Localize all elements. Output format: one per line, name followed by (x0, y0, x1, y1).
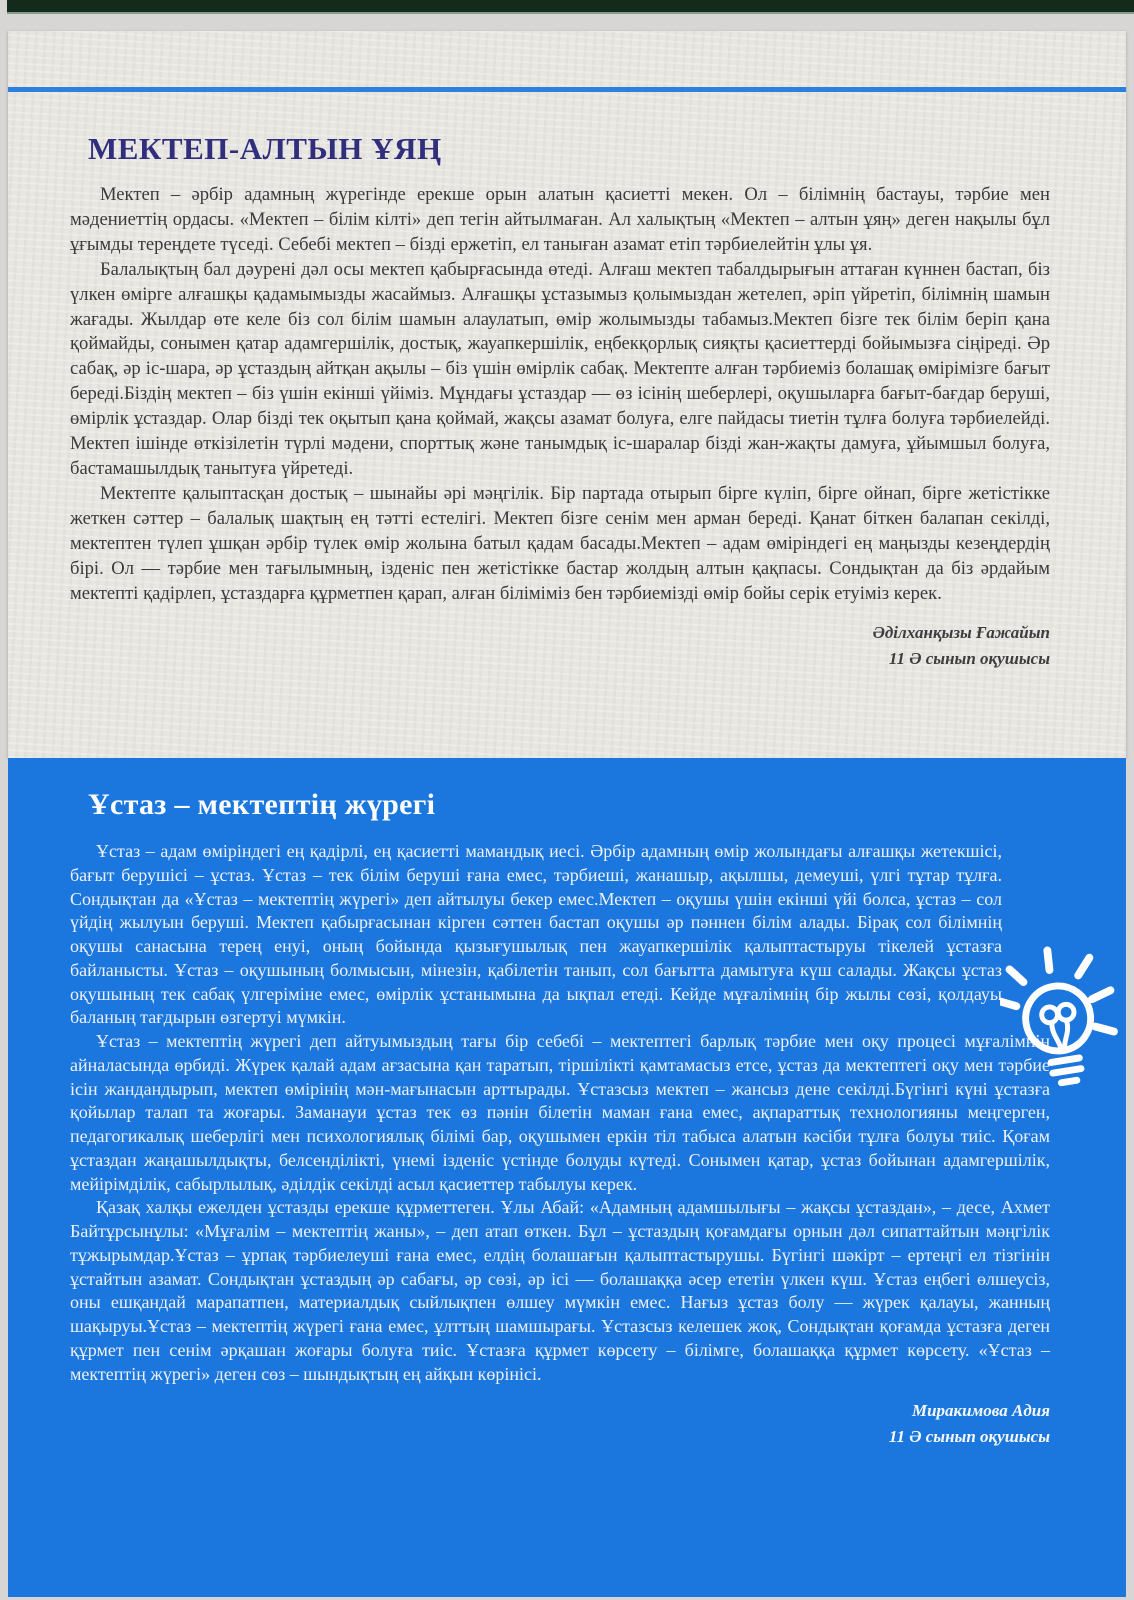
article-paragraph: Мектепте қалыптасқан достық – шынайы әрі мәңгілік. Бір партада отырып бірге күліп, бірге ойнап, бірге жетістікке жеткен сәттер – балалық шақтың ең тәтті естелігі. Мектеп бізге сенім мен арман береді. Қанат біткен балапан секілді, мектептен түлеп ұшқан әрбір түлек өмір жолына батыл қадам басады.Мектеп – адам өміріндегі ең маңызды кезеңдердің бірі. Ол — тәрбие мен тағылымның, ізденіс пен жетістікке бастар жолдың алтын қақпасы. Сондықтан да біз әрдайым мектепті қадірлеп, ұстаздарға құрметпен қарап, алған біліміміз бен тәрбиемізді өмір бойы серік етуіміз керек. (70, 482, 1050, 604)
author-class: 11 Ә сынып оқушысы (888, 1426, 1050, 1446)
article-paragraph: Балалықтың бал дәурені дәл осы мектеп қабырғасында өтеді. Алғаш мектеп табалдырығын аттаған күннен бастап, біз үлкен өмірге алғашқы қадамымызды жасаймыз. Алғашқы ұстазымыз қолымыздан жетелеп, әріп үйретіп, білімнің шамын жағады. Жылдар өте келе біз сол білім шамын алаулатып, өмір жолымызды табамыз.Мектеп бізге тек білім беріп қана қоймайды, сонымен қатар адамгершілік, достық, жауапкершілік, еңбекқорлық сияқты қасиеттерді бойымызға сіңіреді. Әр сабақ, әр іс-шара, әр ұстаздың айтқан ақылы – біз үшін өмірлік сабақ. Мектепте алған тәрбиеміз болашақ өмірімізге бағыт береді.Біздің мектеп – біз үшін екінші үйіміз. Мұндағы ұстаздар — өз ісінің шеберлері, оқушыларға бағыт-бағдар беруші, өмірлік ұстаздар. Олар бізді тек оқытып қана қоймай, жақсы азамат болуға, елге пайдасы тиетін тұлға болуға тәрбиелейді. Мектеп ішінде өткізілетін түрлі мәдени, спорттық және танымдық іс-шаралар бізді жан-жақты дамуға, ұйымшыл болуға, бастамашылдық танытуға үйретеді. (70, 258, 1050, 479)
blue-divider (8, 87, 1126, 92)
article-paragraph: Ұстаз – адам өміріндегі ең қадірлі, ең қасиетті мамандық иесі. Әрбір адамның өмір жолындағы алғашқы жетекшісі, бағыт берушісі – ұстаз. Ұстаз – тек білім беруші ғана емес, тәрбиеші, жанашыр, ақылшы, демеуші, үлгі тұтар тұлға. Сондықтан да «Ұстаз – мектептің жүрегі» деп айтылуы бекер емес.Мектеп – оқушы үшін екінші үйі болса, ұстаз – сол үйдің жылуын беруші. Мектеп қабырғасынан кірген сәттен бастап оқушы әр пәннен білім алады. Бірақ сол білімнің оқушы санасына терең енуі, оның бойында қызығушылық пен жауапкершілік қалыптастыруы тікелей ұстазға байланысты. Ұстаз – оқушының болмысын, мінезін, қабілетін танып, сол бағытта дамытуға күш салады. Жақсы ұстаз оқушының тек сабақ үлгеріміне емес, өмірлік ұстанымына да ықпал етеді. Кейде мұғалімнің бір жылы сөзі, қолдауы баланың тағдырын өзгертуі мүмкін. (70, 841, 1002, 1028)
teacher-article-section (8, 758, 1126, 1597)
author-name: Миракимова Адия (911, 1401, 1050, 1421)
top-banner (7, 0, 1134, 14)
school-article-byline (70, 620, 1050, 671)
article-paragraph: Қазақ халқы ежелден ұстазды ерекше құрметтеген. Ұлы Абай: «Адамның адамшылығы – жақсы ұстаздан», – десе, Ахмет Байтұрсынұлы: «Мұғалім – мектептің жаны», – деп атап өткен. Бұл – ұстаздың қоғамдағы орнын дәл сипаттайтын мәңгілік тұжырымдар.Ұстаз – ұрпақ тәрбиелеуші ғана емес, елдің болашағын қалыптастырушы. Бүгінгі шәкірт – ертеңгі ел тізгінін ұстайтын азамат. Сондықтан ұстаздың әр сабағы, әр сөзі, әр ісі — болашаққа әсер ететін үлкен күш. Ұстаз еңбегі өлшеусіз, оны ешқандай марапатпен, материалдық сыйлықпен өлшеу мүмкін емес. Нағыз ұстаз болу — жүрек қалауы, жанның шақыруы.Ұстаз – мектептің жүрегі ғана емес, ұлттың шамшырағы. Ұстазсыз келешек жоқ, Сондықтан қоғамда ұстазға деген құрмет пен сенім әрқашан жоғары болуға тиіс. Ұстазға құрмет көрсету – білімге, болашаққа құрмет көрсету. «Ұстаз – мектептің жүрегі» деген сөз – шындықтың ең айқын көрінісі. (70, 1197, 1050, 1384)
article-paragraph: Мектеп – әрбір адамның жүрегінде ерекше орын алатын қасиетті мекен. Ол – білімнің бастауы, тәрбие мен мәдениеттің ордасы. «Мектеп – білім кілті» деп тегін айтылмаған. Ал халықтың «Мектеп – алтын ұяң» деген нақылы бұл ұғымды тереңдете түседі. Себебі мектеп – бізді ержетіп, ел таныған азамат етіп тәрбиелейтін ұлы ұя. (70, 184, 1050, 255)
lightbulb-icon (1000, 940, 1122, 1108)
school-article-section (8, 31, 1126, 758)
teacher-article-body (70, 840, 1050, 1386)
teacher-article-byline (70, 1398, 1050, 1449)
teacher-article-title: Ұстаз – мектептің жүрегі (88, 788, 436, 821)
article-paragraph: Ұстаз – мектептің жүрегі деп айтуымыздың тағы бір себебі – мектептегі барлық тәрбие мен оқу процесі мұғалімнің айналасында өрбиді. Жүрек қалай адам ағзасына қан таратып, тіршілікті қамтамасыз етсе, ұстаз да мектептегі оқу мен тәрбие ісін жандандырып, мектеп өмірінің мән-мағынасын арттырады. Ұстазсыз мектеп – жансыз дене секілді.Бүгінгі күні ұстазға қойылар талап та жоғары. Заманауи ұстаз тек өз пәнін білетін маман ғана емес, ақпараттық технологияны меңгерген, педагогикалық шеберлігі мен психологиялық білімі бар, оқушымен еркін тіл табыса алатын кәсіби тұлға болуы тиіс. Қоғам ұстаздан жаңашылдықты, белсенділікті, үнемі ізденіс үстінде болуды күтеді. Сонымен қатар, ұстаз бойынан адамгершілік, мейірімділік, сабырлылық, әділдік секілді асыл қасиеттер табылуы керек. (70, 1031, 1050, 1194)
author-name: Әділханқызы Ғажайып (872, 623, 1050, 643)
school-article-title: МЕКТЕП-АЛТЫН ҰЯҢ (88, 131, 442, 166)
school-article-body (70, 183, 1050, 606)
author-class: 11 Ә сынып оқушысы (888, 648, 1050, 668)
